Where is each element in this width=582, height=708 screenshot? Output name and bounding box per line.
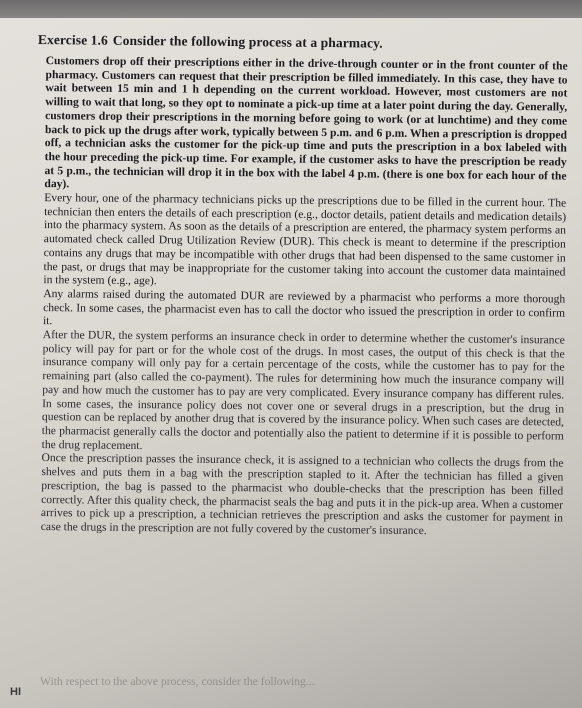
faded-bottom-text: With respect to the above process, consider the following...	[40, 675, 315, 688]
paragraph-filling: Once the prescription passes the insurance check, it is assigned to a technician who collects the drugs from the shelves and puts them in a bag with the prescription stapled to it. After the technician has filled a given prescription, the bag is passed to the pharmacist who double-checks that the prescription has been filled correctly. After this quality check, the pharmacist seals the bag and puts it in the pick-up area. When a customer arrives to pick up a prescription, a technician retrieves the prescription and asks the customer for payment in case the drugs in the prescription are not fully covered by the customer's insurance.	[40, 451, 564, 538]
exercise-title: Consider the following process at a pharmacy.	[112, 32, 383, 51]
paragraph-drop-off: Customers drop off their prescriptions either in the drive-through counter or in the front counter of the pharmacy. Customers can request that their prescription be filled immediately. In this case, they have to wait between 15 min and 1 h depending on the current workload. However, most customers are not willing to wait that long, so they opt to nominate a pick-up time at a later point during the day. Generally, customers drop their prescriptions in the morning before going to work (or at lunchtime) and they come back to pick up the drugs after work, typically between 5 p.m. and 6 p.m. When a prescription is dropped off, a technician asks the customer for the pick-up time and puts the prescription in a box labeled with the hour preceding the pick-up time. For example, if the customer asks to have the prescription be ready at 5 p.m., the technician will drop it in the box with the label 4 p.m. (there is one box for each hour of the day).	[44, 54, 568, 191]
exercise-heading	[38, 32, 568, 54]
textbook-page	[0, 18, 582, 708]
paragraph-technician-entry: Every hour, one of the pharmacy technicians picks up the prescriptions due to be filled in the current hour. The technician then enters the details of each prescription (e.g., doctor details, patient details and medication details) into the pharmacy system. As soon as the details of a prescription are entered, the pharmacy system performs an automated check called Drug Utilization Review (DUR). This check is meant to determine if the prescription contains any drugs that may be incompatible with other drugs that had been dispensed to the same customer in the past, or drugs that may be inappropriate for the customer taking into account the customer data maintained in the system (e.g., age).	[43, 191, 567, 288]
corner-mark: HI	[10, 686, 21, 698]
exercise-label: Exercise 1.6	[37, 32, 108, 48]
exercise-body	[41, 54, 568, 539]
paragraph-dur-alarms: Any alarms raised during the automated DUR are reviewed by a pharmacist who performs a more thorough check. In some cases, the pharmacist even has to call the doctor who issued the prescription in order to confirm it.	[42, 287, 566, 328]
exercise-content	[33, 32, 568, 539]
paragraph-insurance-check: After the DUR, the system performs an insurance check in order to determine whether the customer's insurance policy will pay for part or for the whole cost of the drugs. In most cases, the output of this check is that the insurance company will only pay for a certain percentage of the costs, while the customer has to pay for the remaining part (also called the co-payment). The rules for determining how much the insurance company will pay and how much the customer has to pay are very complicated. Every insurance company has different rules. In some cases, the insurance policy does not cover one or several drugs in a prescription, but the drug in question can be replaced by another drug that is covered by the insurance policy. When such cases are detected, the pharmacist generally calls the doctor and potentially also the patient to determine if it is possible to perform the drug replacement.	[41, 328, 565, 452]
